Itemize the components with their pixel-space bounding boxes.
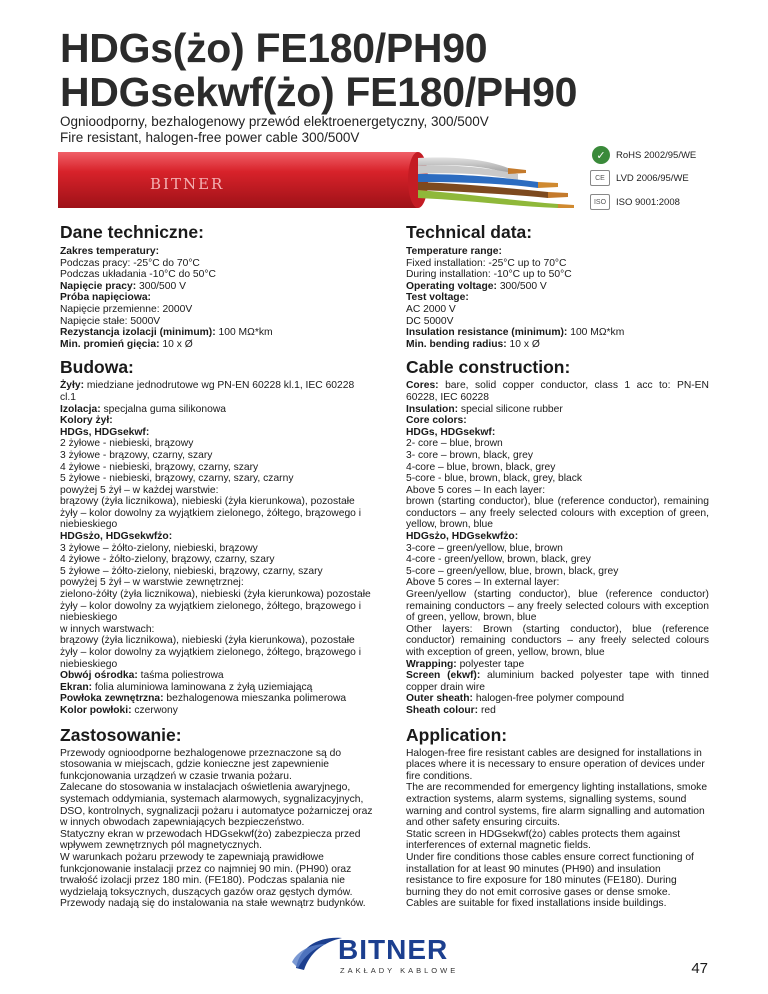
list-item: powyżej 5 żył – w każdej warstwie: [60,484,219,496]
cert-lvd-label: LVD 2006/95/WE [616,172,689,184]
cert-iso [590,194,708,210]
subtitle-pl: Ognioodporny, bezhalogenowy przewód elektroenergetyczny, 300/500V [60,114,489,129]
build-pl-kolory-heading: Kolory żył: [60,415,113,427]
tech-pl-volt-label: Napięcie pracy: [60,280,137,292]
build-en-sheath-value: red [478,704,496,716]
build-en-grp1-heading: HDGs, HDGsekwf: [406,426,496,438]
paragraph: The are recommended for emergency lighting installations, smoke extraction systems, alarm systems, signalling systems, sound warning and control systems, fire alarm signalling and automation and other safety ensuring circuits. [406,782,708,829]
list-item: 4 żyłowe - niebieski, brązowy, czarny, szary [60,461,259,473]
tech-en-ins-value: 100 MΩ*km [567,327,625,339]
app-en-body [406,748,709,910]
build-pl-obwoj-label: Obwój ośrodka: [60,670,138,682]
list-item: 5-core – green/yellow, blue, brown, black, grey [406,565,619,577]
list-item: Green/yellow (starting conductor), blue (reference conductor) remaining conductors – any freely selected colours with exception of green, yellow, brown, blue [406,589,709,624]
build-en-colors-heading: Core colors: [406,415,467,427]
tech-pl-bend-value: 10 x Ø [159,338,193,350]
list-item: 5 żyłowe - niebieski, brązowy, czarny, szary, czarny [60,473,294,485]
tech-en-test-heading: Test voltage: [406,292,469,304]
bitner-logo [290,932,490,982]
build-pl-ekran-label: Ekran: [60,681,93,693]
build-en-outer-value: halogen-free polymer compound [472,693,625,705]
list-item: 3- core – brown, black, grey [406,449,534,461]
list-item: 4-core - green/yellow, brown, black, grey [406,554,591,566]
right-column [406,222,709,910]
tech-pl-temp-2: Podczas układania -10°C do 50°C [60,269,216,281]
tech-pl-volt-value: 300/500 V [136,280,186,292]
build-pl-grp2-heading: HDGsżo, HDGsekwfżo: [60,531,173,543]
tech-en-temp-2: During installation: -10°C up to 50°C [406,269,572,281]
build-pl-powl-value: bezhalogenowa mieszanka polimerowa [163,693,347,705]
list-item: 3 żyłowe – żółto-zielony, niebieski, brązowy [60,542,258,554]
build-pl-izol-value: specjalna guma silikonowa [100,403,226,415]
tech-en-test-2: DC 5000V [406,315,454,327]
tech-pl-test-heading: Próba napięciowa: [60,292,151,304]
list-item: 4 żyłowe - żółto-zielony, brązowy, czarny, szary [60,554,275,566]
build-en-ins-label: Insulation: [406,403,459,415]
build-pl-body [60,380,373,716]
build-pl-heading: Budowa: [60,357,134,378]
paragraph: Statyczny ekran w przewodach HDGsekwf(żo) zabezpiecza przed wpływem zewnętrznych pól magnetycznych. [60,828,361,852]
tech-en-bend-value: 10 x Ø [506,338,540,350]
title-line-2: HDGsekwf(żo) FE180/PH90 [60,69,578,115]
rohs-check-icon: ✓ [592,146,610,164]
build-en-heading: Cable construction: [406,357,571,378]
app-pl-body [60,748,373,910]
page-number: 47 [691,960,708,977]
paragraph: W warunkach pożaru przewody te zapewniają prawidłowe funkcjonowanie instalacji przez co najmniej 90 min. (PH90) oraz trwałość izolacji przez 180 min. (FE180). Podczas spalania nie wydzielają toksycznych, duszących gazów oraz gęstych dymów. Przewody nadają się do instalowania na stałe wewnątrz budynków. [60,851,366,910]
paragraph: Zalecane do stosowania w instalacjach oświetlenia awaryjnego, systemach oddymiania, systemach alarmowych, sygnalizacyjnych, DSO, kontrolnych, sygnalizacji pożaru i automatyce pożarniczej oraz w innych obwodach zapewniających bezpieczeństwo. [60,782,373,829]
list-item: 4-core – blue, brown, black, grey [406,461,556,473]
tech-en-volt-label: Operating voltage: [406,280,497,292]
tech-pl-heading: Dane techniczne: [60,222,204,242]
tech-en-volt-value: 300/500 V [496,280,547,292]
title-line-1: HDGs(żo) FE180/PH90 [60,25,488,71]
tech-pl-bend-label: Min. promień gięcia: [60,338,160,350]
left-column [60,222,373,910]
list-item: zielono-żółty (żyła licznikowa), niebieski (żyła kierunkowa) pozostałe żyły – kolor dowolny za wyjątkiem zielonego, żółtego, brązowego i niebieskiego [60,589,371,624]
cert-lvd [590,170,708,186]
list-item: brązowy (żyła licznikowa), niebieski (żyła kierunkowa), pozostałe żyły – kolor dowolny za wyjątkiem zielonego, żółtego, brązowego i niebieskiego [60,635,362,670]
tech-pl-test-1: Napięcie przemienne: 2000V [60,303,193,315]
tech-pl-temp-1: Podczas pracy: -25°C do 70°C [60,257,200,269]
list-item: 3-core – green/yellow, blue, brown [406,542,563,554]
cable-image [58,148,578,218]
build-en-sheath-label: Sheath colour: [406,704,479,716]
build-pl-obwoj-value: taśma poliestrowa [137,670,224,682]
build-en-outer-label: Outer sheath: [406,693,473,705]
build-pl-grp1-heading: HDGs, HDGsekwf: [60,426,150,438]
build-pl-ekran-value: folia aluminiowa laminowana z żyłą uziemiającą [92,681,313,693]
tech-en-bend-label: Min. bending radius: [406,338,507,350]
list-item: powyżej 5 żył – w warstwie zewnętrznej: [60,577,244,589]
tech-pl-body [60,246,373,350]
build-en-cores-label: Cores: [406,380,439,392]
list-item: Other layers: Brown (starting conductor), blue (reference conductor) remaining conductors – any freely selected colours with exception of green, yellow, brown, blue [406,623,709,658]
tech-en-temp-1: Fixed installation: -25°C up to 70°C [406,257,567,269]
paragraph: Halogen-free fire resistant cables are designed for installations in places where it is necessary to ensure operation of devices under fire conditions. [406,747,705,782]
list-item: 2- core – blue, brown [406,438,503,450]
build-en-ins-value: special silicone rubber [458,403,563,415]
build-pl-powl-label: Powłoka zewnętrzna: [60,693,164,705]
tech-pl-ins-label: Rezystancja izolacji (minimum): [60,327,216,339]
subtitle-en: Fire resistant, halogen-free power cable 300/500V [60,130,360,145]
paragraph: Static screen in HDGsekwf(żo) cables protects them against interferences of external magnetic fields. [406,828,681,852]
paragraph: Under fire conditions those cables ensure correct functioning of installation for at least 90 minutes (PH90) and insulation resistance to fire exposure for 180 minutes (FE180). During burning they do not emit corrosive gases or dense smoke. [406,851,694,898]
bitner-tagline: ZAKŁADY KABLOWE [340,966,459,975]
iso-mark-icon: ISO [590,194,610,210]
build-en-grp2-heading: HDGsżo, HDGsekwfżo: [406,531,519,543]
paragraph: Przewody ognioodporne bezhalogenowe przeznaczone są do stosowania w miejscach, gdzie konieczne jest zapewnienie funkcjonowania urządzeń w czasie trwania pożaru. [60,747,342,782]
cert-rohs-label: RoHS 2002/95/WE [616,149,697,161]
tech-en-temp-heading: Temperature range: [406,246,502,257]
list-item: 2 żyłowe - niebieski, brązowy [60,438,194,450]
tech-en-ins-label: Insulation resistance (minimum): [406,327,568,339]
build-en-cores-value: bare, solid copper conductor, class 1 acc to: PN-EN 60228, IEC 60228 [406,380,709,403]
list-item: 5-core - blue, brown, black, grey, black [406,473,583,485]
build-en-screen-value: aluminium backed polyester tape with tinned copper drain wire [406,670,709,693]
cert-rohs [592,146,708,164]
tech-pl-temp-heading: Zakres temperatury: [60,246,160,257]
list-item: Above 5 cores – In external layer: [406,577,560,589]
tech-en-body [406,246,709,350]
list-item: brown (starting conductor), blue (reference conductor), remaining conductors – any freely selected colours with exception of green, yellow, brown, blue [406,496,709,531]
build-pl-zyly-value: miedziane jednodrutowe wg PN-EN 60228 kl.1, IEC 60228 cl.1 [60,380,355,403]
build-pl-izol-label: Izolacja: [60,403,101,415]
build-en-wrap-value: polyester tape [456,658,525,670]
app-pl-heading: Zastosowanie: [60,724,182,745]
app-en-heading: Application: [406,724,508,745]
build-pl-zyly-label: Żyły: [60,380,85,392]
tech-pl-test-2: Napięcie stałe: 5000V [60,315,161,327]
tech-pl-ins-value: 100 MΩ*km [215,327,273,339]
list-item: w innych warstwach: [60,623,155,635]
list-item: 5 żyłowe – żółto-zielony, niebieski, brązowy, czarny, szary [60,565,323,577]
list-item: 3 żyłowe - brązowy, czarny, szary [60,449,213,461]
list-item: Above 5 cores – In each layer: [406,484,546,496]
build-pl-kolp-value: czerwony [131,704,178,716]
list-item: brązowy (żyła licznikowa), niebieski (żyła kierunkowa), pozostałe żyły – kolor dowolny za wyjątkiem zielonego, żółtego, brązowego i niebieskiego [60,496,362,531]
bitner-wordmark: BITNER [338,934,449,965]
tech-en-heading: Technical data: [406,222,533,242]
build-en-screen-label: Screen (ekwf): [406,670,481,682]
build-en-wrap-label: Wrapping: [406,658,457,670]
tech-en-test-1: AC 2000 V [406,303,456,315]
build-pl-kolp-label: Kolor powłoki: [60,704,132,716]
paragraph: Cables are suitable for fixed installations inside buildings. [406,898,667,910]
cable-print-text: BITNER [150,175,225,193]
cert-iso-label: ISO 9001:2008 [616,196,680,208]
ce-mark-icon: CE [590,170,610,186]
build-en-body [406,380,709,716]
